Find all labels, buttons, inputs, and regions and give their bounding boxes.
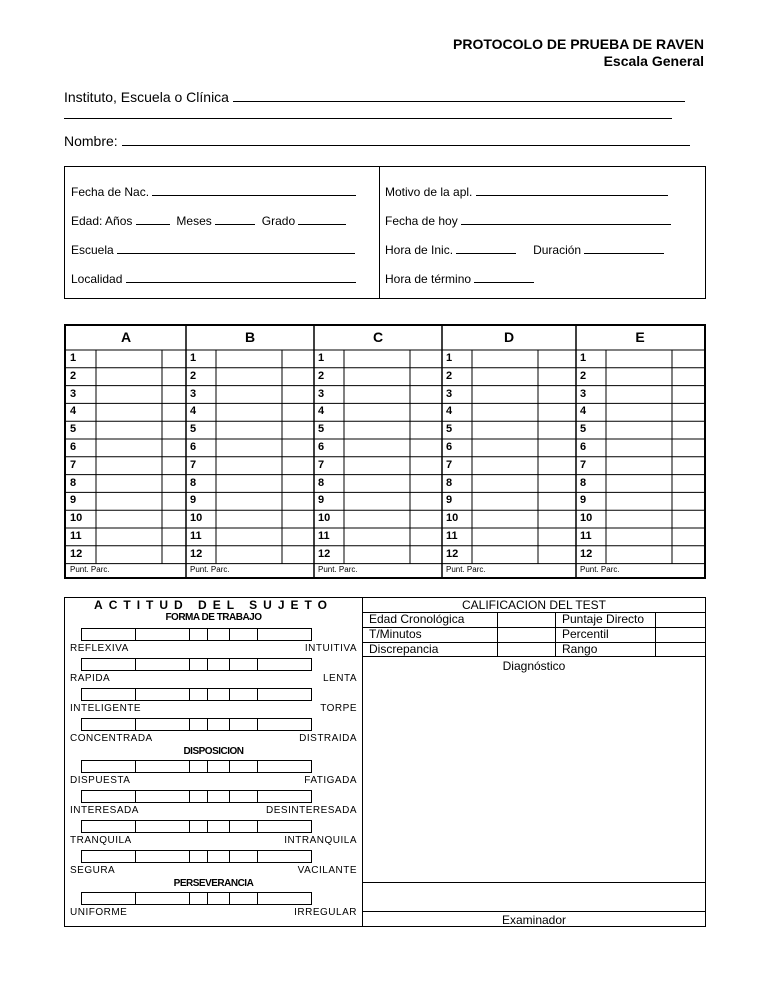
- answer-cell[interactable]: [97, 476, 161, 492]
- attitude-scale[interactable]: [81, 718, 357, 732]
- answer-cell[interactable]: [217, 422, 281, 438]
- grid-row-number: 1: [318, 352, 325, 364]
- grid-row-number: 12: [580, 547, 593, 560]
- scale-cell[interactable]: [229, 688, 258, 701]
- score-value-cell[interactable]: [655, 612, 705, 627]
- grid-header-e: E: [635, 329, 645, 345]
- score-value-cell[interactable]: [655, 627, 705, 642]
- end-time-label: Hora de término: [385, 272, 472, 286]
- grid-row-number: 7: [446, 458, 453, 471]
- answer-cell[interactable]: [345, 476, 409, 492]
- answer-cell[interactable]: [97, 511, 161, 527]
- examiner-label: Examinador: [501, 913, 567, 927]
- page-title: PROTOCOLO DE PRUEBA DE RAVEN: [453, 36, 704, 52]
- grid-row-number: 12: [190, 547, 203, 560]
- answer-cell[interactable]: [607, 493, 671, 509]
- bottom-section: [64, 597, 706, 927]
- grid-row-number: 3: [190, 387, 197, 400]
- grid-row-number: 6: [70, 441, 77, 453]
- answer-cell[interactable]: [97, 529, 161, 545]
- attitude-scale[interactable]: [81, 820, 357, 834]
- scale-cell[interactable]: [207, 628, 230, 641]
- answer-cell[interactable]: [607, 351, 671, 367]
- attitude-scale[interactable]: [81, 628, 357, 642]
- grid-row-number: 7: [190, 458, 197, 471]
- attitude-section-title: DISPOSICION: [183, 746, 244, 757]
- scale-left-label: REFLEXIVA: [70, 643, 129, 654]
- answer-cell[interactable]: [217, 547, 281, 563]
- scale-cell[interactable]: [229, 820, 258, 833]
- scale-cell[interactable]: [207, 820, 230, 833]
- score-label: Discrepancia: [363, 642, 497, 657]
- grid-row-number: 1: [70, 352, 77, 364]
- page-subtitle: Escala General: [603, 53, 704, 69]
- birth-date-label: Fecha de Nac.: [71, 185, 150, 199]
- score-label: Edad Cronológica: [363, 612, 497, 627]
- answer-cell[interactable]: [473, 422, 537, 438]
- institute-label: Instituto, Escuela o Clínica: [64, 89, 229, 105]
- partial-score-label: Punt. Parc.: [70, 564, 110, 574]
- answer-cell[interactable]: [607, 476, 671, 492]
- start-time-field[interactable]: [385, 240, 664, 257]
- grid-row-number: 2: [190, 369, 197, 382]
- examiner-top-line: [363, 911, 705, 912]
- grid-row-number: 8: [70, 476, 77, 489]
- answer-cell[interactable]: [217, 458, 281, 474]
- diagnosis-bottom-line: [363, 882, 705, 883]
- score-label: Puntaje Directo: [555, 612, 655, 627]
- grid-row-number: 8: [580, 476, 587, 489]
- answer-cell[interactable]: [217, 369, 281, 385]
- scale-cell[interactable]: [229, 760, 258, 773]
- reason-line: [476, 182, 668, 196]
- grid-row-number: 10: [70, 512, 83, 525]
- grid-row-number: 9: [580, 494, 587, 507]
- grid-row-number: 11: [190, 530, 202, 542]
- grid-row-number: 12: [446, 547, 459, 560]
- answer-cell[interactable]: [607, 422, 671, 438]
- duration-line: [584, 240, 664, 254]
- answer-cell[interactable]: [473, 511, 537, 527]
- scale-right-label: INTUITIVA: [304, 643, 357, 654]
- scale-cell[interactable]: [257, 850, 312, 863]
- answer-cell[interactable]: [473, 387, 537, 403]
- grid-header-b: B: [244, 329, 256, 345]
- grid-header-a: A: [120, 329, 132, 345]
- answer-cell[interactable]: [345, 547, 409, 563]
- name-label: Nombre:: [64, 133, 118, 149]
- institute-line-2: [64, 118, 672, 119]
- answer-cell[interactable]: [473, 493, 537, 509]
- diagnosis-label: Diagnóstico: [502, 659, 566, 673]
- grid-row-number: 1: [190, 352, 197, 364]
- scale-cell[interactable]: [135, 790, 190, 803]
- answer-cell[interactable]: [473, 529, 537, 545]
- scale-cell[interactable]: [207, 892, 230, 905]
- scale-cell[interactable]: [81, 628, 136, 641]
- scale-cell[interactable]: [135, 718, 190, 731]
- scale-cell[interactable]: [135, 820, 190, 833]
- grid-row-number: 3: [318, 387, 325, 400]
- answer-cell[interactable]: [473, 458, 537, 474]
- age-field[interactable]: [71, 211, 346, 228]
- scale-cell[interactable]: [189, 790, 208, 803]
- scale-cell[interactable]: [189, 628, 208, 641]
- answer-cell[interactable]: [345, 369, 409, 385]
- partial-score-label: Punt. Parc.: [318, 564, 358, 574]
- institute-field[interactable]: [64, 88, 685, 105]
- grid-row-number: 7: [318, 458, 325, 471]
- scale-cell[interactable]: [257, 718, 312, 731]
- age-years-label: Edad: Años: [71, 214, 133, 228]
- grid-row-number: 7: [580, 458, 587, 471]
- grid-row-number: 9: [190, 494, 197, 507]
- scale-cell[interactable]: [207, 718, 230, 731]
- scale-cell[interactable]: [229, 850, 258, 863]
- scale-cell[interactable]: [189, 718, 208, 731]
- grid-row-number: 3: [580, 387, 587, 400]
- grid-row-number: 4: [446, 405, 453, 418]
- attitude-scale[interactable]: [81, 760, 357, 774]
- answer-cell[interactable]: [217, 511, 281, 527]
- scale-cell[interactable]: [81, 688, 136, 701]
- answer-cell[interactable]: [217, 440, 281, 456]
- scale-cell[interactable]: [81, 790, 136, 803]
- score-value-cell[interactable]: [655, 642, 705, 657]
- answer-cell[interactable]: [217, 404, 281, 420]
- attitude-scale[interactable]: [81, 658, 357, 672]
- answer-cell[interactable]: [97, 351, 161, 367]
- score-value-cell[interactable]: [497, 612, 555, 627]
- scale-left-label: UNIFORME: [70, 907, 128, 918]
- answer-cell[interactable]: [607, 511, 671, 527]
- name-line: [122, 132, 690, 146]
- answer-cell[interactable]: [607, 529, 671, 545]
- scale-cell[interactable]: [189, 820, 208, 833]
- info-box: [64, 166, 706, 299]
- grid-header-c: C: [372, 329, 384, 345]
- name-field[interactable]: [64, 132, 690, 149]
- partial-score-label: Punt. Parc.: [446, 564, 486, 574]
- grid-row-number: 2: [318, 369, 325, 382]
- attitude-section-title: FORMA DE TRABAJO: [165, 612, 262, 623]
- score-title: CALIFICACION DEL TEST: [461, 598, 607, 612]
- birth-date-line: [152, 182, 356, 196]
- grid-row-number: 8: [190, 476, 197, 489]
- attitude-title: ACTITUD DEL SUJETO: [94, 598, 333, 612]
- answer-cell[interactable]: [345, 529, 409, 545]
- partial-score-label: Punt. Parc.: [190, 564, 230, 574]
- answer-cell[interactable]: [607, 387, 671, 403]
- answer-cell[interactable]: [607, 369, 671, 385]
- grid-row-number: 12: [318, 547, 331, 560]
- score-value-cell[interactable]: [497, 627, 555, 642]
- answer-cell[interactable]: [473, 476, 537, 492]
- grid-row-number: 3: [70, 387, 77, 400]
- scale-cell[interactable]: [135, 628, 190, 641]
- school-field[interactable]: [71, 240, 355, 257]
- duration-label: Duración: [533, 243, 582, 257]
- grid-row-number: 6: [190, 441, 197, 453]
- start-time-label: Hora de Inic.: [385, 243, 454, 257]
- scale-left-label: DISPUESTA: [70, 775, 131, 786]
- answer-grid: [64, 324, 706, 579]
- grid-row-number: 5: [70, 423, 77, 436]
- answer-cell[interactable]: [345, 493, 409, 509]
- score-label: Percentil: [555, 627, 655, 642]
- grid-row-number: 10: [318, 512, 331, 525]
- header: [453, 36, 704, 70]
- scale-right-label: DISTRAIDA: [299, 733, 357, 744]
- scale-cell[interactable]: [81, 892, 136, 905]
- grid-row-number: 10: [190, 512, 203, 525]
- grid-row-number: 5: [190, 423, 197, 436]
- grid-row-number: 10: [446, 512, 459, 525]
- reason-label: Motivo de la apl.: [385, 185, 473, 199]
- scale-cell[interactable]: [81, 718, 136, 731]
- attitude-scale[interactable]: [81, 790, 357, 804]
- scale-cell[interactable]: [257, 820, 312, 833]
- scale-cell[interactable]: [229, 628, 258, 641]
- answer-cell[interactable]: [97, 440, 161, 456]
- scale-cell[interactable]: [207, 760, 230, 773]
- scale-cell[interactable]: [135, 760, 190, 773]
- grid-row-number: 9: [446, 494, 453, 507]
- grid-row-number: 11: [318, 530, 330, 542]
- score-label: T/Minutos: [363, 627, 497, 642]
- scale-cell[interactable]: [229, 718, 258, 731]
- scale-left-label: TRANQUILA: [70, 835, 132, 846]
- grid-row-number: 12: [70, 547, 83, 560]
- today-date-line: [461, 211, 671, 225]
- grid-row-number: 2: [580, 369, 587, 382]
- grid-row-number: 10: [580, 512, 593, 525]
- answer-cell[interactable]: [607, 404, 671, 420]
- score-value-cell[interactable]: [497, 642, 555, 657]
- scale-cell[interactable]: [257, 658, 312, 671]
- scale-cell[interactable]: [189, 658, 208, 671]
- scale-cell[interactable]: [257, 628, 312, 641]
- scale-right-label: INTRANQUILA: [284, 835, 357, 846]
- locality-field[interactable]: [71, 269, 356, 286]
- grid-row-number: 5: [446, 423, 453, 436]
- answer-cell[interactable]: [473, 404, 537, 420]
- scale-left-label: SEGURA: [70, 865, 116, 876]
- answer-cell[interactable]: [345, 511, 409, 527]
- answer-cell[interactable]: [97, 387, 161, 403]
- scale-left-label: INTERESADA: [70, 805, 139, 816]
- scale-right-label: LENTA: [323, 673, 357, 684]
- scale-cell[interactable]: [229, 658, 258, 671]
- answer-cell[interactable]: [345, 440, 409, 456]
- grid-row-number: 11: [580, 530, 592, 542]
- scale-right-label: IRREGULAR: [294, 907, 357, 918]
- scale-cell[interactable]: [207, 658, 230, 671]
- answer-cell[interactable]: [345, 351, 409, 367]
- grid-row-number: 9: [70, 494, 77, 507]
- scale-cell[interactable]: [257, 760, 312, 773]
- scale-cell[interactable]: [229, 790, 258, 803]
- attitude-section-title: PERSEVERANCIA: [173, 878, 254, 889]
- grid-row-number: 6: [318, 441, 325, 453]
- scale-cell[interactable]: [189, 892, 208, 905]
- grid-row-number: 1: [580, 352, 587, 364]
- scale-right-label: VACILANTE: [297, 865, 357, 876]
- answer-cell[interactable]: [97, 458, 161, 474]
- reason-field[interactable]: [385, 182, 668, 199]
- scale-right-label: DESINTERESADA: [266, 805, 357, 816]
- answer-cell[interactable]: [217, 493, 281, 509]
- scale-cell[interactable]: [189, 688, 208, 701]
- grid-row-number: 7: [70, 458, 77, 471]
- scale-cell[interactable]: [135, 850, 190, 863]
- scale-cell[interactable]: [135, 658, 190, 671]
- grid-row-number: 8: [318, 476, 325, 489]
- locality-line: [126, 269, 356, 283]
- school-label: Escuela: [71, 243, 114, 257]
- locality-label: Localidad: [71, 272, 123, 286]
- grid-row-number: 4: [190, 405, 197, 418]
- grid-row-number: 8: [446, 476, 453, 489]
- scale-cell[interactable]: [207, 790, 230, 803]
- attitude-scale[interactable]: [81, 688, 357, 702]
- answer-cell[interactable]: [473, 440, 537, 456]
- scale-cell[interactable]: [229, 892, 258, 905]
- grid-row-number: 11: [446, 530, 458, 542]
- scale-left-label: INTELIGENTE: [70, 703, 142, 714]
- scale-cell[interactable]: [81, 760, 136, 773]
- grid-header-d: D: [503, 329, 515, 345]
- answer-cell[interactable]: [473, 547, 537, 563]
- grid-row-number: 1: [446, 352, 453, 364]
- score-label: Rango: [555, 642, 655, 657]
- school-line: [117, 240, 355, 254]
- answer-cell[interactable]: [345, 422, 409, 438]
- age-months-line: [215, 211, 255, 225]
- grid-row-number: 2: [446, 369, 453, 382]
- scale-cell[interactable]: [81, 658, 136, 671]
- answer-cell[interactable]: [217, 476, 281, 492]
- grid-row-number: 5: [318, 423, 325, 436]
- today-date-label: Fecha de hoy: [385, 214, 458, 228]
- birth-date-field[interactable]: [71, 182, 356, 199]
- answer-cell[interactable]: [217, 351, 281, 367]
- info-divider: [379, 167, 380, 298]
- grid-row-number: 6: [580, 441, 587, 453]
- scale-cell[interactable]: [81, 850, 136, 863]
- answer-cell[interactable]: [473, 351, 537, 367]
- grid-row-number: 5: [580, 423, 587, 436]
- end-time-field[interactable]: [385, 269, 534, 286]
- answer-cell[interactable]: [97, 422, 161, 438]
- answer-cell[interactable]: [607, 458, 671, 474]
- answer-cell[interactable]: [345, 458, 409, 474]
- answer-cell[interactable]: [345, 404, 409, 420]
- grid-row-number: 2: [70, 369, 77, 382]
- age-months-label: Meses: [176, 214, 212, 228]
- scale-left-label: CONCENTRADA: [70, 733, 153, 744]
- scale-cell[interactable]: [207, 850, 230, 863]
- answer-cell[interactable]: [607, 440, 671, 456]
- end-time-line: [474, 269, 534, 283]
- scale-cell[interactable]: [189, 850, 208, 863]
- scale-cell[interactable]: [257, 790, 312, 803]
- answer-cell[interactable]: [97, 369, 161, 385]
- grid-row-number: 11: [70, 530, 82, 542]
- institute-line: [233, 88, 685, 102]
- grid-row-number: 4: [318, 405, 325, 418]
- grid-row-number: 4: [70, 405, 77, 418]
- scale-cell[interactable]: [81, 820, 136, 833]
- scale-cell[interactable]: [257, 892, 312, 905]
- attitude-scale[interactable]: [81, 892, 357, 906]
- partial-score-label: Punt. Parc.: [580, 564, 620, 574]
- grade-line: [298, 211, 346, 225]
- answer-cell[interactable]: [217, 387, 281, 403]
- scale-cell[interactable]: [189, 760, 208, 773]
- scale-cell[interactable]: [135, 892, 190, 905]
- grid-row-number: 4: [580, 405, 587, 418]
- answer-cell[interactable]: [345, 387, 409, 403]
- scale-right-label: FATIGADA: [304, 775, 357, 786]
- grid-row-number: 6: [446, 441, 453, 453]
- answer-cell[interactable]: [97, 547, 161, 563]
- attitude-scale[interactable]: [81, 850, 357, 864]
- scale-right-label: TORPE: [320, 703, 357, 714]
- answer-cell[interactable]: [97, 404, 161, 420]
- age-years-line: [136, 211, 170, 225]
- start-time-line: [456, 240, 516, 254]
- scale-cell[interactable]: [207, 688, 230, 701]
- answer-cell[interactable]: [217, 529, 281, 545]
- grade-label: Grado: [261, 214, 296, 228]
- answer-cell[interactable]: [97, 493, 161, 509]
- scale-left-label: RAPIDA: [70, 673, 111, 684]
- scale-cell[interactable]: [257, 688, 312, 701]
- answer-cell[interactable]: [473, 369, 537, 385]
- grid-row-number: 3: [446, 387, 453, 400]
- grid-row-number: 9: [318, 494, 325, 507]
- answer-cell[interactable]: [607, 547, 671, 563]
- today-date-field[interactable]: [385, 211, 671, 228]
- scale-cell[interactable]: [135, 688, 190, 701]
